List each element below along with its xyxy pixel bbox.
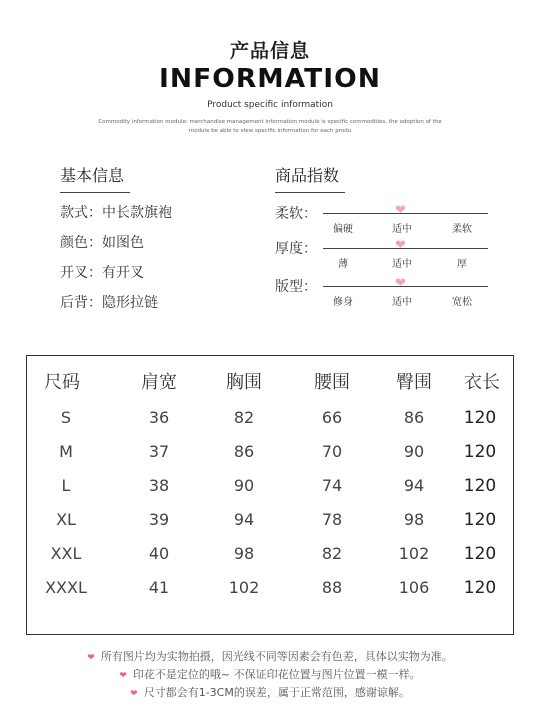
hip-cell: 102 <box>398 544 430 563</box>
index-option: 柔软 <box>452 224 472 235</box>
header-length: 衣长 <box>464 372 500 393</box>
table-row <box>27 504 515 538</box>
index-option: 适中 <box>392 297 412 308</box>
header-description: Commodity information module: merchandise management information module is specific commodities, the adoption of the module be able to view specific information for each produ <box>98 119 442 134</box>
size-table <box>27 368 515 606</box>
waist-cell: 88 <box>321 578 343 597</box>
heart-icon: ❤ <box>395 203 406 218</box>
note-item <box>0 684 540 702</box>
index-label: 版型： <box>275 279 317 295</box>
table-row <box>27 572 515 606</box>
basic-info-list <box>60 203 172 323</box>
header-waist: 腰围 <box>314 372 350 393</box>
index-option: 厚 <box>457 259 467 270</box>
index-option: 适中 <box>392 224 412 235</box>
header-title-en: INFORMATION <box>159 64 381 94</box>
table-row <box>27 538 515 572</box>
heart-icon: ❤ <box>395 276 406 291</box>
table-row <box>27 402 515 436</box>
bust-cell: 102 <box>228 578 260 597</box>
index-option: 薄 <box>338 259 348 270</box>
heart-icon: ❤ <box>395 238 406 253</box>
shoulder-cell: 40 <box>148 544 170 563</box>
basic-info-slit: 开叉：有开叉 <box>60 265 144 281</box>
size-chart <box>26 355 514 635</box>
bust-cell: 86 <box>233 442 255 461</box>
hip-cell: 94 <box>403 476 425 495</box>
bust-cell: 94 <box>233 510 255 529</box>
size-cell: L <box>61 476 71 495</box>
size-cell: XXL <box>50 544 82 563</box>
length-cell: 120 <box>463 510 497 530</box>
header-bust: 胸围 <box>226 372 262 393</box>
header-title-cn: 产品信息 <box>229 40 310 62</box>
header-hip: 臀围 <box>396 372 432 393</box>
header-size: 尺码 <box>44 372 80 393</box>
size-cell: M <box>59 442 73 461</box>
shoulder-cell: 38 <box>148 476 170 495</box>
note-text: 所有图片均为实物拍摄，因光线不同等因素会有色差，具体以实物为准。 <box>100 650 453 663</box>
note-item <box>0 666 540 684</box>
bust-cell: 90 <box>233 476 255 495</box>
heart-bullet-icon: ❤ <box>130 689 138 699</box>
index-softness <box>275 203 495 243</box>
basic-info-color: 颜色：如图色 <box>60 235 144 251</box>
size-table-header <box>27 368 515 402</box>
table-row <box>27 436 515 470</box>
index-fit <box>275 276 495 316</box>
size-cell: S <box>60 408 72 427</box>
index-label: 柔软： <box>275 206 317 222</box>
length-cell: 120 <box>463 544 497 564</box>
basic-info-back: 后背：隐形拉链 <box>60 295 158 311</box>
index-option: 修身 <box>333 297 353 308</box>
shoulder-cell: 36 <box>148 408 170 427</box>
basic-info-style: 款式：中长款旗袍 <box>60 205 172 221</box>
index-option: 宽松 <box>452 297 472 308</box>
size-cell: XXXL <box>45 578 87 597</box>
index-label: 厚度： <box>275 241 317 257</box>
shoulder-cell: 41 <box>148 578 170 597</box>
header-shoulder: 肩宽 <box>141 372 177 393</box>
shoulder-cell: 37 <box>148 442 170 461</box>
length-cell: 120 <box>463 578 497 598</box>
waist-cell: 70 <box>321 442 343 461</box>
hip-cell: 90 <box>403 442 425 461</box>
size-cell: XL <box>56 510 76 529</box>
hip-cell: 106 <box>398 578 430 597</box>
waist-cell: 78 <box>321 510 343 529</box>
product-index-title: 商品指数 <box>275 163 345 193</box>
note-text: 尺寸都会有1-3CM的误差，属于正常范围，感谢谅解。 <box>143 686 410 699</box>
waist-cell: 82 <box>321 544 343 563</box>
table-row <box>27 470 515 504</box>
waist-cell: 66 <box>321 408 343 427</box>
heart-bullet-icon: ❤ <box>87 653 95 663</box>
index-option: 适中 <box>392 259 412 270</box>
waist-cell: 74 <box>321 476 343 495</box>
heart-bullet-icon: ❤ <box>119 671 127 681</box>
bust-cell: 98 <box>233 544 255 563</box>
basic-info-title: 基本信息 <box>60 163 130 193</box>
header-subtitle: Product specific information <box>207 100 333 110</box>
hip-cell: 86 <box>403 408 425 427</box>
length-cell: 120 <box>463 442 497 462</box>
shoulder-cell: 39 <box>148 510 170 529</box>
bust-cell: 82 <box>233 408 255 427</box>
hip-cell: 98 <box>403 510 425 529</box>
note-text: 印花不是定位的哦~ 不保证印花位置与图片位置一模一样。 <box>132 668 421 681</box>
notes-list <box>0 648 540 702</box>
length-cell: 120 <box>463 476 497 496</box>
index-thickness <box>275 238 495 278</box>
index-option: 偏硬 <box>333 224 353 235</box>
note-item <box>0 648 540 666</box>
length-cell: 120 <box>463 408 497 428</box>
